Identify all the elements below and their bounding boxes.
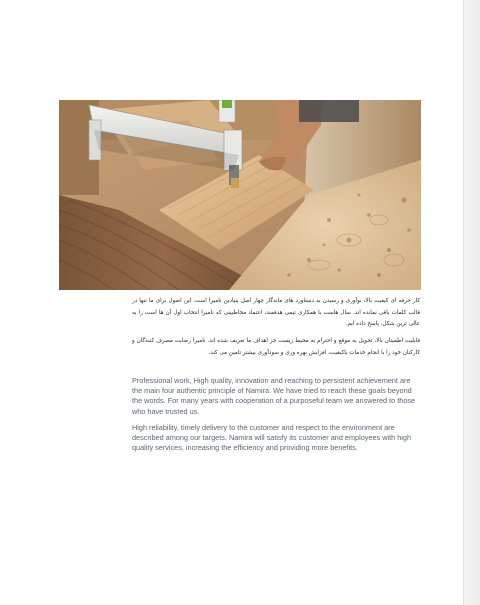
page-edge-shadow — [463, 0, 480, 605]
english-paragraph-2: High reliability, timely delivery to the customer and respect to the environment are described among our targets. Namira will satisfy its customer and employees with high quality services, increasing the efficiency and providing more benefits. — [132, 423, 412, 453]
english-paragraph-1: Professional work, High quality, innovation and reaching to persistent achievement are the main four authentic principle of Namira. We have tried to reach these goals beyond the words. For many years with cooperation of a purposeful team we answered to those who have trusted us. — [132, 376, 416, 416]
persian-paragraph-1: کار حرفه ای کیفیت بالا، نوآوری و رسیدن به دستاورد های ماندگار چهار اصل بنیادین نامیرا است. این اصول برای ما تنها در قالب کلمات باقی نمانده اند. سال هاست با همکاری تیمی هدفمند، اعتماد مخاطبینی که نامیرا انتخاب اول آن ها است را به عالی ترین شکل، پاسخ داده ایم. — [132, 298, 420, 327]
wood-veneer-cutting-photo — [59, 100, 421, 290]
persian-paragraph-2: قابلیت اطمینان بالا، تحویل به موقع و احترام به محیط زیست جز اهداف ما تعریف شده اند. نامیرا رضایت مصرف کنندگان و کارکنان خود را با انجام خدمات باکیفیت، افزایش بهره وری و سودآوری بیشتر تامین می کند. — [132, 338, 420, 356]
